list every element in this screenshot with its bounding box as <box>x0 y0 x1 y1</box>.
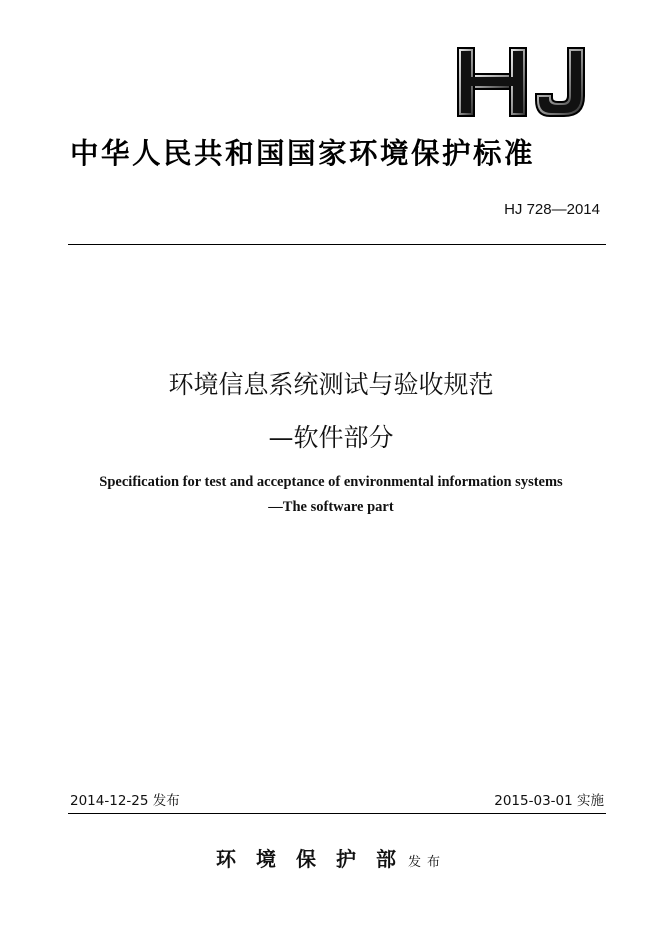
title-cn-line1: 环境信息系统测试与验收规范 <box>168 370 494 399</box>
title-cn-line2: —软件部分 <box>268 423 394 452</box>
publisher-row <box>0 843 662 872</box>
title-en-line2: —The software part <box>268 499 394 515</box>
implementation-date: 2015-03-01 实施 <box>494 793 604 809</box>
publisher-name: 环境保护部 <box>215 847 416 871</box>
publisher-suffix: 发布 <box>407 855 446 870</box>
title-en-line1: Specification for test and acceptance of environmental information systems <box>99 474 563 490</box>
hj-logo <box>452 44 592 120</box>
bottom-divider <box>68 813 606 814</box>
standard-number: HJ 728—2014 <box>504 201 600 218</box>
issue-date: 2014-12-25 发布 <box>70 793 180 809</box>
top-divider <box>68 244 606 245</box>
header-title: 中华人民共和国国家环境保护标准 <box>70 136 536 170</box>
